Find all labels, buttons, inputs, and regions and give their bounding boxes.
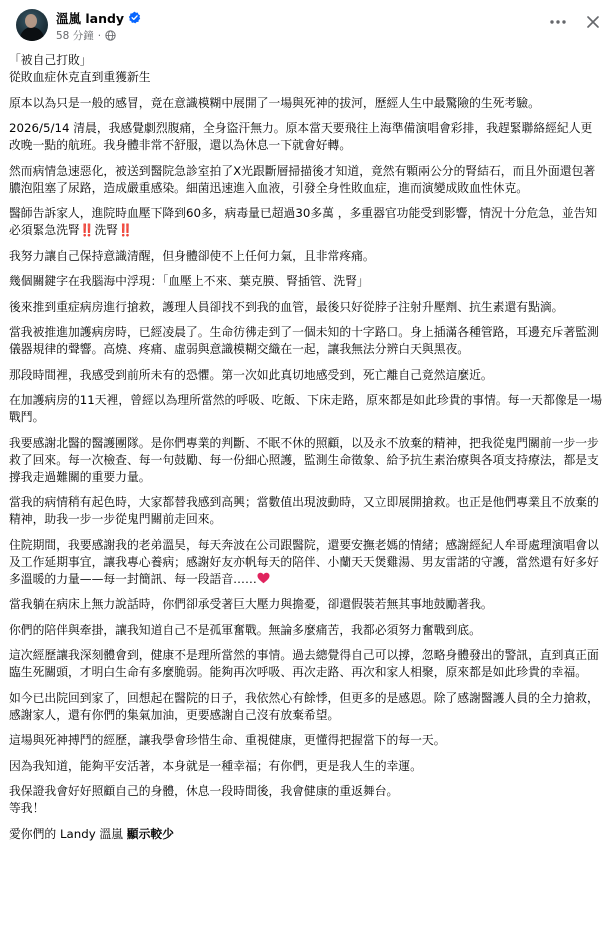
paragraph-text: 住院期間，我要感謝我的老弟溫昊，每天奔波在公司跟醫院，還要安撫老媽的情緒；感謝經紀人牟哥處理演唱會以及工作延期事宜，讓我專心養病；感謝好友亦帆每天的陪伴、小蘭天天煲雞湯、男友雷諾的守護，當然還有好多好多溫暖的力量——每一封簡訊、每一段語音…… (9, 537, 599, 586)
paragraph-text: 洗腎 (94, 223, 119, 237)
post-paragraph (9, 537, 603, 588)
post-paragraph: 當我的病情稍有起色時，大家都替我感到高興；當數值出現波動時，又立即展開搶救。也正是他們專業且不放棄的精神，助我一步一步從鬼門關前走回來。 (9, 495, 599, 526)
post-title: 「被自己打敗」 從敗血症休克直到重獲新生 (9, 53, 151, 84)
post-paragraph: 那段時間裡，我感受到前所未有的恐懼。第一次如此真切地感受到，死亡離自己竟然這麼近。 (9, 367, 493, 382)
red-heart-emoji (257, 572, 270, 584)
post-paragraph: 如今已出院回到家了，回想起在醫院的日子，我依然心有餘悸，但更多的是感恩。除了感謝醫護人員的全力搶救，感謝家人，還有你們的集氣加油，更要感謝自己沒有放棄希望。 (9, 690, 599, 722)
post-paragraph: 我保證我會好好照顧自己的身體，休息一段時間後，我會健康的重返舞台。 等我！ (9, 784, 399, 815)
post-paragraph: 因為我知道，能夠平安活著，本身就是一種幸福；有你們，更是我人生的幸運。 (9, 758, 422, 773)
post-paragraph: 2026/5/14 清晨，我感覺劇烈腹痛，全身盜汗無力。原本當天要飛往上海準備演唱會彩排，我趕緊聯絡經紀人更改晚一點的航班。我身體非常不舒服，還以為休息一下就會好轉。 (9, 121, 593, 152)
post-paragraph: 當我被推進加護病房時，已經凌晨了。生命彷彿走到了一個未知的十字路口。身上插滿各種管路，耳邊充斥著監測儀器規律的聲響。高燒、疼痛、虛弱與意識模糊交織在一起，讓我無法分辨白天與黑夜。 (9, 325, 599, 356)
post-paragraph: 當我躺在病床上無力說話時，你們卻承受著巨大壓力與擔憂，卻還假裝若無其事地鼓勵著我。 (9, 597, 493, 611)
author-name[interactable]: 溫嵐 landy (56, 10, 125, 26)
post-paragraph: 我要感謝北醫的醫護團隊。是你們專業的判斷、不眠不休的照顧，以及永不放棄的精神，把我從鬼門關前一步一步救了回來。每一次檢查、每一句鼓勵、每一份細心照護，監測生命徵象、給予抗生素治療與各項支持療法，都是支撐我走過難關的重要力量。 (9, 435, 599, 484)
post-paragraph: 在加護病房的11天裡，曾經以為理所當然的呼吸、吃飯、下床走路，原來都是如此珍貴的事情。每一天都像是一場戰鬥。 (9, 393, 603, 424)
double-exclamation-emoji: ‼️ (79, 223, 95, 237)
meta-separator: · (97, 29, 102, 42)
see-less-button[interactable]: 顯示較少 (126, 826, 174, 841)
post-paragraph (9, 205, 603, 239)
post-paragraph: 你們的陪伴與牽掛，讓我知道自己不是孤軍奮戰。無論多麼痛苦，我都必須努力奮戰到底。 (9, 622, 481, 637)
post-meta (56, 28, 116, 43)
globe-icon (105, 30, 116, 41)
post-paragraph: 然而病情急速惡化，被送到醫院急診室拍了X光跟斷層掃描後才知道，竟然有顆兩公分的腎結石，而且外面還包著膿泡阻塞了尿路，造成嚴重感染。細菌迅速進入血液，引發全身性敗血症，進而演變成敗血性休克。 (9, 163, 596, 195)
avatar[interactable] (16, 9, 48, 41)
post-paragraph: 幾個關鍵字在我腦海中浮現：「血壓上不來、葉克膜、腎插管、洗腎」 (9, 274, 369, 288)
verified-badge-icon (128, 11, 141, 24)
double-exclamation-emoji: ‼️ (118, 223, 133, 237)
post-signature (9, 826, 603, 843)
post-header (0, 0, 611, 50)
post-paragraph: 這場與死神搏鬥的經歷，讓我學會珍惜生命、重視健康，更懂得把握當下的每一天。 (9, 733, 446, 747)
post-paragraph: 原本以為只是一般的感冒，竟在意識模糊中展開了一場與死神的拔河，歷經人生中最驚險的生死考驗。 (9, 95, 540, 110)
paragraph-text: 醫師告訴家人，進院時血壓下降到60多，病毒量已超過30多萬 ，多重器官功能受到影響，情況十分危急，並告知必須緊急洗腎 (9, 206, 598, 237)
post-paragraph: 後來推到重症病房進行搶救，護理人員卻找不到我的血管，最後只好從脖子注射升壓劑、抗生素還有點滴。 (9, 299, 564, 314)
close-button[interactable] (582, 11, 604, 33)
more-options-icon (550, 20, 566, 24)
post-paragraph: 這次經歷讓我深刻體會到，健康不是理所當然的事情。過去總覺得自己可以撐，忽略身體發出的警訊，直到真正面臨生死關頭，才明白生命有多麼脆弱。能夠再次呼吸、再次走路、再次和家人相聚，原來都是如此珍貴的幸福。 (9, 648, 599, 679)
post-paragraph: 我努力讓自己保持意識清醒，但身體卻使不上任何力氣，且非常疼痛。 (9, 248, 375, 263)
more-options-button[interactable] (547, 11, 569, 33)
timestamp[interactable]: 58 分鐘 (56, 30, 94, 42)
signature-text: 愛你們的 Landy 溫嵐 (9, 826, 127, 841)
author-row (56, 9, 141, 26)
close-icon (587, 16, 599, 28)
post-body (9, 52, 603, 851)
